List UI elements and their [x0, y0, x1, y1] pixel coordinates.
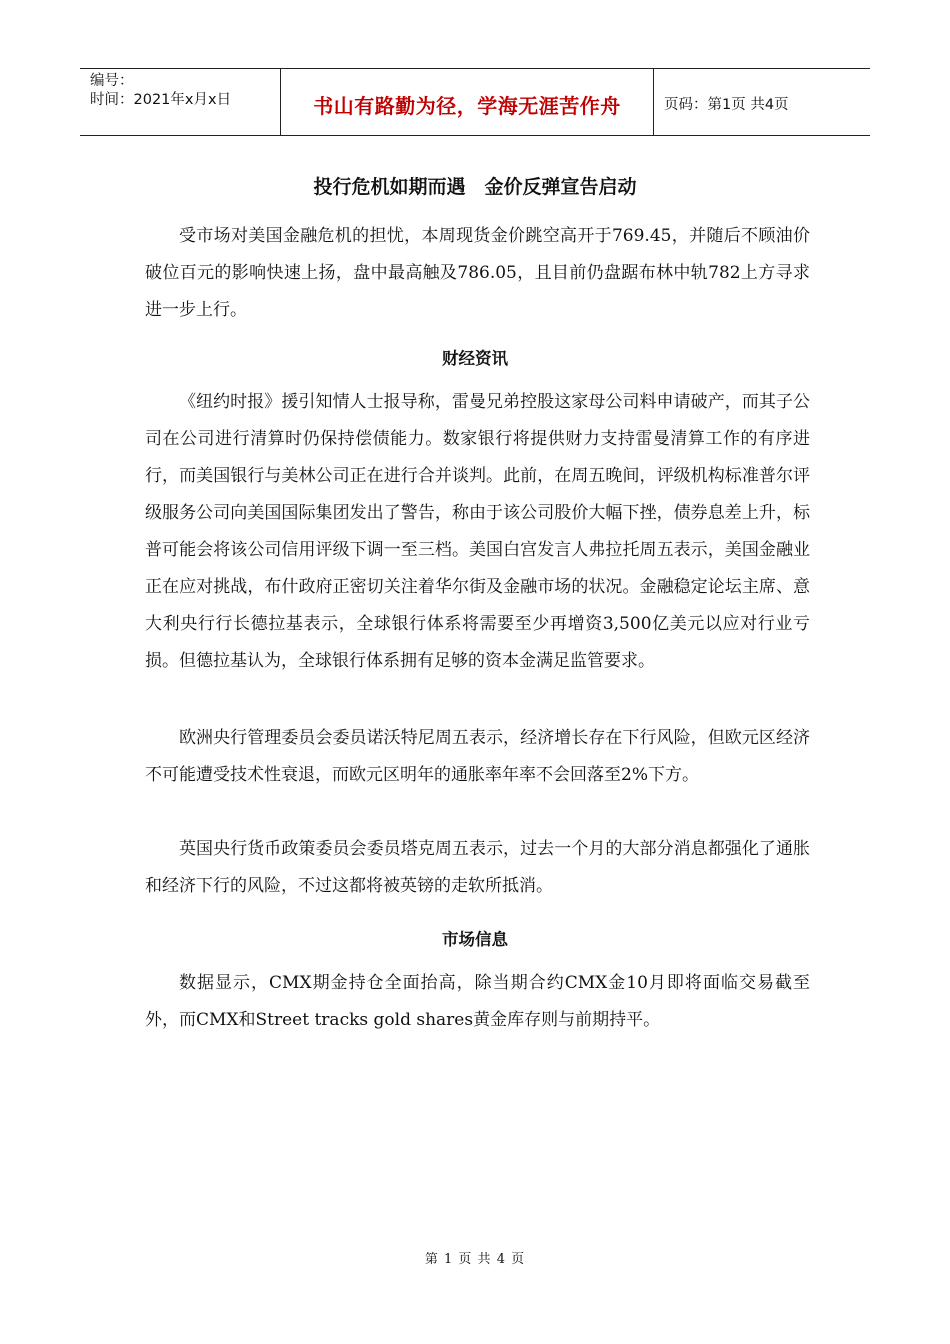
header-page-cell [654, 69, 870, 135]
page-info: 页码：第1页 共4页 [664, 96, 789, 113]
serial-label: 编号： [90, 73, 134, 89]
intro-paragraph: 受市场对美国金融危机的担忧，本周现货金价跳空高开于769.45，并随后不顾油价破位百元的影响快速上扬，盘中最高触及786.05，且目前仍盘踞布林中轨782上方寻求进一步上行。 [145, 226, 810, 320]
finance-news-paragraph-3: 英国央行货币政策委员会委员塔克周五表示，过去一个月的大部分消息都强化了通胀和经济下行的风险，不过这都将被英镑的走软所抵消。 [145, 839, 810, 896]
market-info-paragraph-1: 数据显示，CMX期金持仓全面抬高，除当期合约CMX金10月即将面临交易截至外，而CMX和Street tracks gold shares黄金库存则与前期持平。 [145, 973, 810, 1030]
page-footer: 第 1 页 共 4 页 [424, 1252, 526, 1267]
header-meta-cell [80, 69, 281, 135]
header-motto-cell [281, 69, 654, 135]
section-heading-market-info: 市场信息 [442, 930, 508, 949]
finance-news-paragraph-1: 《纽约时报》援引知情人士报导称，雷曼兄弟控股这家母公司料申请破产，而其子公司在公司进行清算时仍保持偿债能力。数家银行将提供财力支持雷曼清算工作的有序进行，而美国银行与美林公司正在进行合并谈判。此前，在周五晚间，评级机构标准普尔评级服务公司向美国国际集团发出了警告，称由于该公司股价大幅下挫，债券息差上升，标普可能会将该公司信用评级下调一至三档。美国白宫发言人弗拉托周五表示，美国金融业正在应对挑战，布什政府正密切关注着华尔街及金融市场的状况。金融稳定论坛主席、意大利央行行长德拉基表示，全球银行体系将需要至少再增资3,500亿美元以应对行业亏损。但德拉基认为，全球银行体系拥有足够的资本金满足监管要求。 [145, 392, 810, 671]
date-label: 时间：2021年x月x日 [90, 92, 232, 108]
article-title: 投行危机如期而遇 金价反弹宣告启动 [313, 176, 637, 198]
section-heading-finance-news: 财经资讯 [442, 349, 508, 368]
finance-news-paragraph-2: 欧洲央行管理委员会委员诺沃特尼周五表示，经济增长存在下行风险，但欧元区经济不可能遭受技术性衰退，而欧元区明年的通胀率年率不会回落至2%下方。 [145, 728, 810, 785]
document-header [80, 68, 870, 136]
motto-text: 书山有路勤为径，学海无涯苦作舟 [313, 93, 621, 118]
